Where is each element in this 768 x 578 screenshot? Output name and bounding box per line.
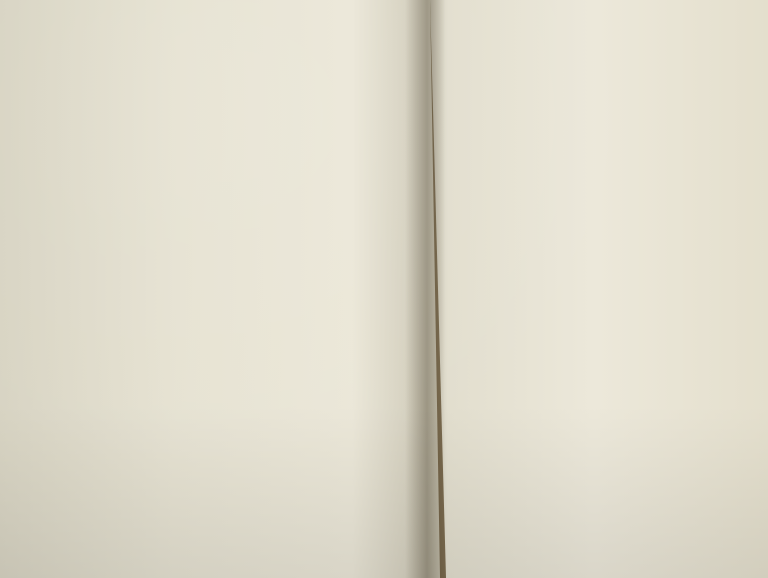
right-page [420,0,768,578]
embryo-sac-diagram [22,0,370,424]
embryo-sac-figure [22,0,370,424]
book-gutter [405,0,445,578]
